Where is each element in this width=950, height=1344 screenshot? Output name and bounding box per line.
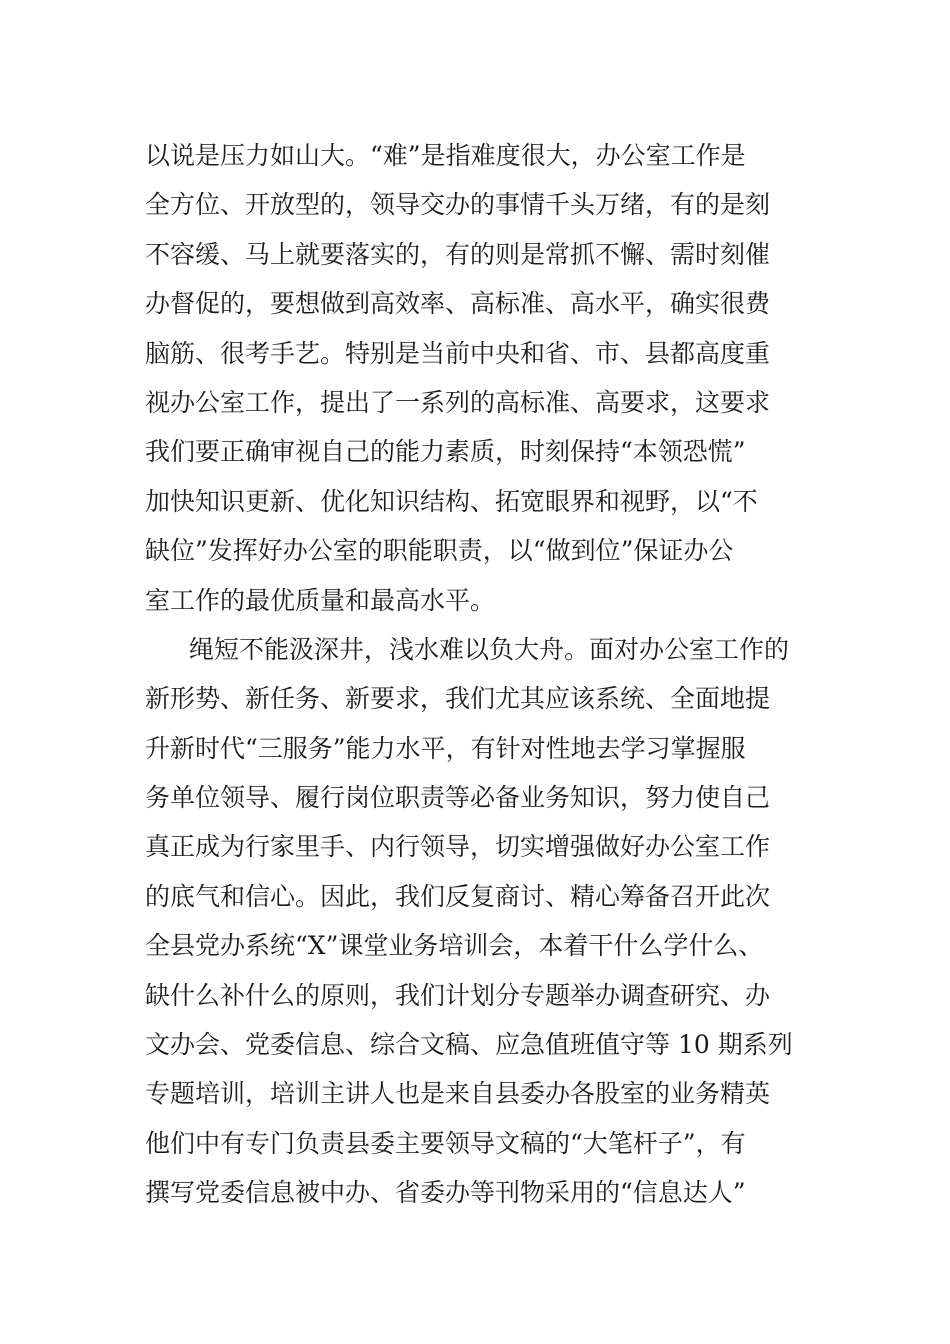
text-line: 以说是压力如山大。“难”是指难度很大，办公室工作是 [145,141,746,170]
text-line: 文办会、党委信息、综合文稿、应急值班值守等 10 期系列 [145,1030,793,1060]
text-line: 室工作的最优质量和最高水平。 [145,585,496,615]
text-line: 专题培训，培训主讲人也是来自县委办各股室的业务精英 [145,1079,771,1109]
text-line: 全县党办系统“X”课堂业务培训会，本着干什么学什么、 [145,931,764,961]
text-line: 务单位领导、履行岗位职责等必备业务知识，努力使自己 [145,783,771,813]
text-line: 真正成为行家里手、内行领导，切实增强做好办公室工作 [145,832,771,862]
text-line: 视办公室工作，提出了一系列的高标准、高要求，这要求 [145,387,771,417]
text-line: 办督促的，要想做到高效率、高标准、高水平，确实很费 [145,289,771,319]
text-line: 新形势、新任务、新要求，我们尤其应该系统、全面地提 [145,684,771,714]
body-text [145,131,815,1218]
text-line: 缺什么补什么的原则，我们计划分专题举办调查研究、办 [145,980,771,1010]
text-line: 缺位”发挥好办公室的职能职责，以“做到位”保证办公 [145,536,734,566]
text-line: 的底气和信心。因此，我们反复商讨、精心筹备召开此次 [145,881,771,911]
text-line: 不容缓、马上就要落实的，有的则是常抓不懈、需时刻催 [145,239,771,269]
text-line: 撰写党委信息被中办、省委办等刊物采用的“信息达人” [145,1178,746,1208]
text-line: 升新时代“三服务”能力水平，有针对性地去学习掌握服 [145,733,746,763]
text-line: 他们中有专门负责县委主要领导文稿的“大笔杆子”，有 [145,1128,746,1158]
text-line: 加快知识更新、优化知识结构、拓宽眼界和视野，以“不 [145,486,758,516]
text-line: 我们要正确审视自己的能力素质，时刻保持“本领恐慌” [145,437,746,467]
text-line: 脑筋、很考手艺。特别是当前中央和省、市、县都高度重 [145,338,771,368]
text-line: 全方位、开放型的，领导交办的事情千头万绪，有的是刻 [145,190,771,220]
paragraph-start-line: 绳短不能汲深井，浅水难以负大舟。面对办公室工作的 [189,634,790,664]
